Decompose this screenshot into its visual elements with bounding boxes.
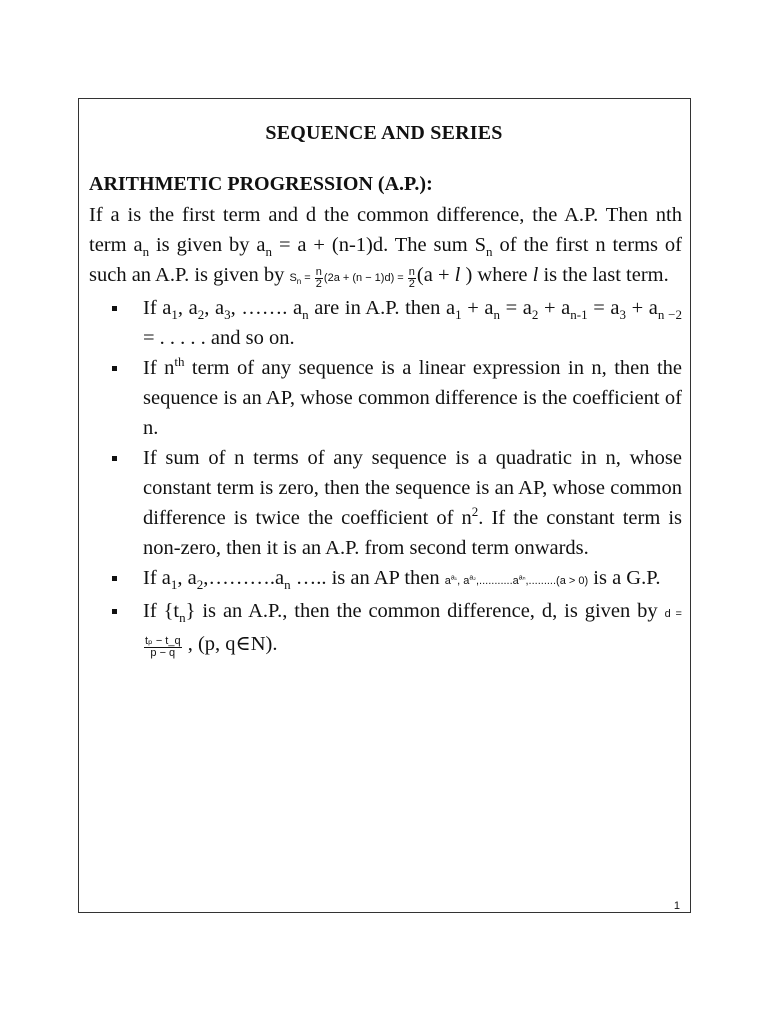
- bullet-icon: [112, 366, 117, 371]
- property-list: [89, 293, 682, 662]
- list-item: If $a_1$, $a_2$, $a_3$, ……. $a_n$ are in A.P. then $a_1 + a_n = a_2 + a_{n-1} = a_3 + a_{n -2}$ = . . . . . and so on.: [89, 293, 682, 353]
- list-item: If sum of n terms of any sequence is a quadratic in n, whose constant term is zero, then the sequence is an AP, whose common difference is twice the coefficient of $n^2$. If the constant term is non-zero, then it is an A.P. from second term onwards.: [89, 443, 682, 563]
- section-heading: ARITHMETIC PROGRESSION (A.P.):: [89, 173, 433, 195]
- bullet-icon: [112, 456, 117, 461]
- list-item: If $n^{th}$ term of any sequence is a linear expression in n, then the sequence is an AP, whose common difference is the coefficient of n.: [89, 353, 682, 443]
- bullet-icon: [112, 576, 117, 581]
- page-number: 1: [673, 900, 680, 912]
- bullet-icon: [112, 609, 117, 614]
- gp-sequence-formula: $a^{a_1}$, $a^{a_2},...........a^{a_n},.........(a > 0)$: [444, 574, 589, 587]
- body-content: [89, 200, 682, 662]
- common-difference-formula: d = $\frac{\text{tₚ − t\_q}}{p - q}$: [145, 608, 682, 659]
- page-title: SEQUENCE AND SERIES: [265, 122, 503, 144]
- bullet-icon: [112, 306, 117, 311]
- list-item: If $\{t_n\}$ is an A.P., then the common difference, d, is given by d = $\frac{\text{tₚ − t\_q}}{p - q}$ , (p, q∈N).: [89, 596, 682, 662]
- intro-paragraph: If a is the first term and d the common difference, the A.P. Then nth term $a_n$ is given by $a_n = a + (n-1)d$. The sum $S_n$ of the first n terms of such an A.P. is given by $S_n$ = $\frac{n}{2}$ (2a + (n − 1)d) = $\frac{n}{2}$ (a + l ) where l is the last term.: [89, 204, 683, 290]
- list-item: If $a_1$, $a_2,\dots\dots\dots.a_n$ ….. is an AP then $a^{a_1}$, $a^{a_2},...........a^{a_n},.........(a > 0)$ is a G.P.: [89, 563, 682, 596]
- sum-formula: $S_n$ = $\frac{n}{2}$ (2a + (n − 1)d) = $\frac{n}{2}$: [289, 265, 415, 290]
